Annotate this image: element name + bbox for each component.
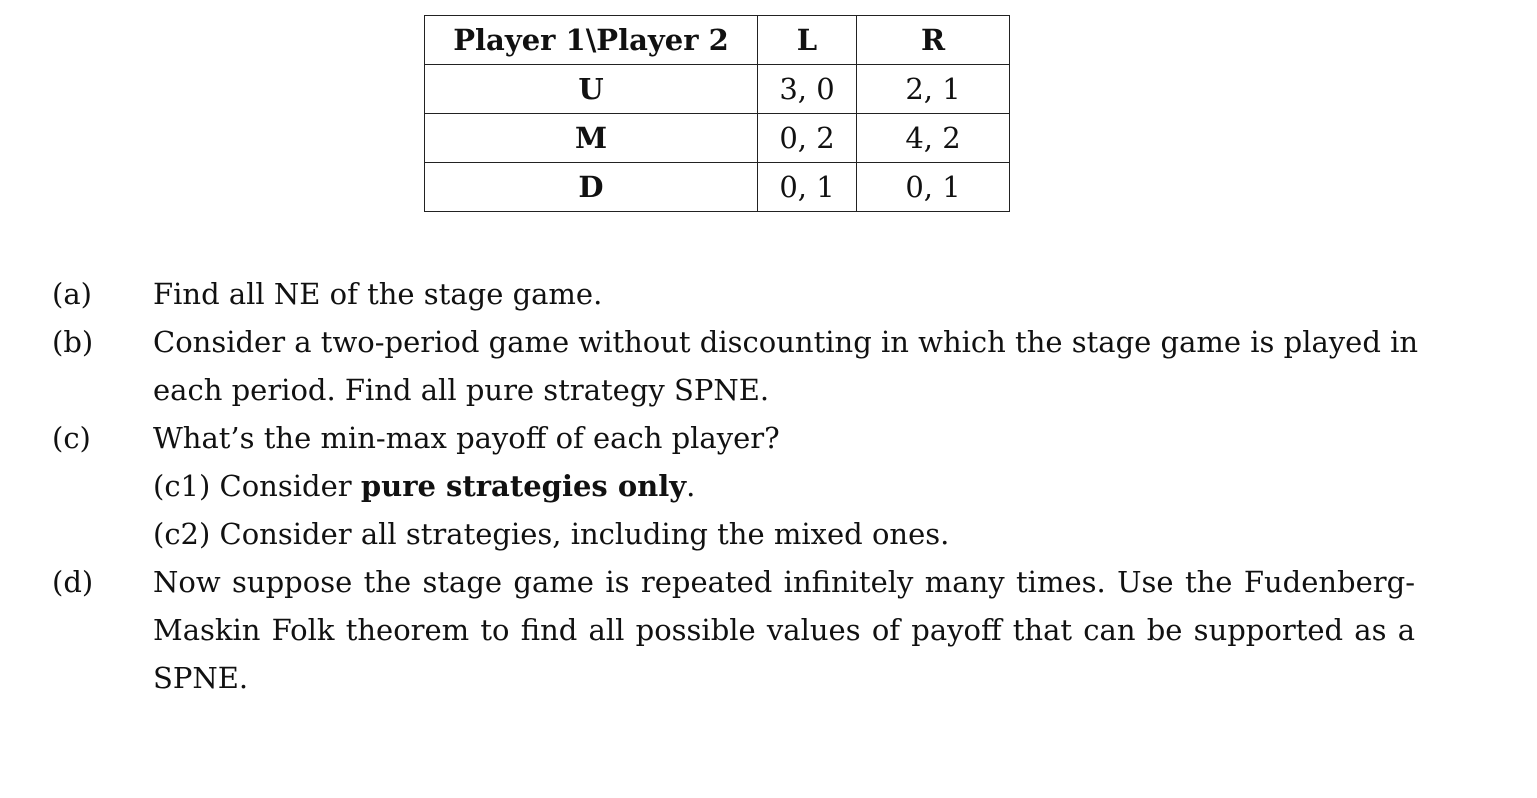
table-row <box>425 65 1010 114</box>
question-d-line-3: SPNE. <box>153 661 249 695</box>
table-header-row <box>425 16 1010 65</box>
table-corner-header: Player 1\Player 2 <box>425 16 758 65</box>
payoff-cell: 2, 1 <box>857 65 1010 114</box>
question-b-line-2: each period. Find all pure strategy SPNE. <box>153 373 770 407</box>
question-b-line-1: Consider a two-period game without discounting in which the stage game is played in <box>153 325 1419 359</box>
question-a <box>0 270 1537 318</box>
question-b-continuation <box>0 366 1537 414</box>
payoff-cell: 0, 1 <box>857 163 1010 212</box>
question-list <box>0 270 1537 702</box>
payoff-cell: 4, 2 <box>857 114 1010 163</box>
question-c <box>0 414 1537 462</box>
subquestion-c1 <box>0 462 1537 510</box>
row-header-u: U <box>425 65 758 114</box>
column-header-r: R <box>857 16 1010 65</box>
payoff-cell: 0, 2 <box>758 114 857 163</box>
question-b <box>0 318 1537 366</box>
payoff-cell: 0, 1 <box>758 163 857 212</box>
row-header-d: D <box>425 163 758 212</box>
c1-prefix: (c1) Consider <box>153 469 361 503</box>
subquestion-c2-text: (c2) Consider all strategies, including the mixed ones. <box>153 517 950 551</box>
question-d-line-1: Now suppose the stage game is repeated infinitely many times. Use the Fudenberg- <box>153 565 1415 599</box>
question-d-line-2: Maskin Folk theorem to find all possible values of payoff that can be supported as a <box>153 613 1415 647</box>
question-d <box>0 558 1537 606</box>
subquestion-c1-text <box>153 462 1415 510</box>
question-c-text: What’s the min-max payoff of each player? <box>153 421 780 455</box>
question-d-continuation-1 <box>0 606 1537 654</box>
payoff-cell: 3, 0 <box>758 65 857 114</box>
c1-suffix: . <box>686 469 696 503</box>
question-label-c: (c) <box>52 421 91 455</box>
c1-emphasis: pure strategies only <box>360 469 687 503</box>
table-row <box>425 114 1010 163</box>
question-d-continuation-2 <box>0 654 1537 702</box>
question-a-text: Find all NE of the stage game. <box>153 277 603 311</box>
payoff-table <box>424 15 1010 212</box>
row-header-m: M <box>425 114 758 163</box>
subquestion-c2 <box>0 510 1537 558</box>
table-row <box>425 163 1010 212</box>
question-label-a: (a) <box>52 277 92 311</box>
column-header-l: L <box>758 16 857 65</box>
question-label-b: (b) <box>52 325 94 359</box>
question-label-d: (d) <box>52 565 94 599</box>
